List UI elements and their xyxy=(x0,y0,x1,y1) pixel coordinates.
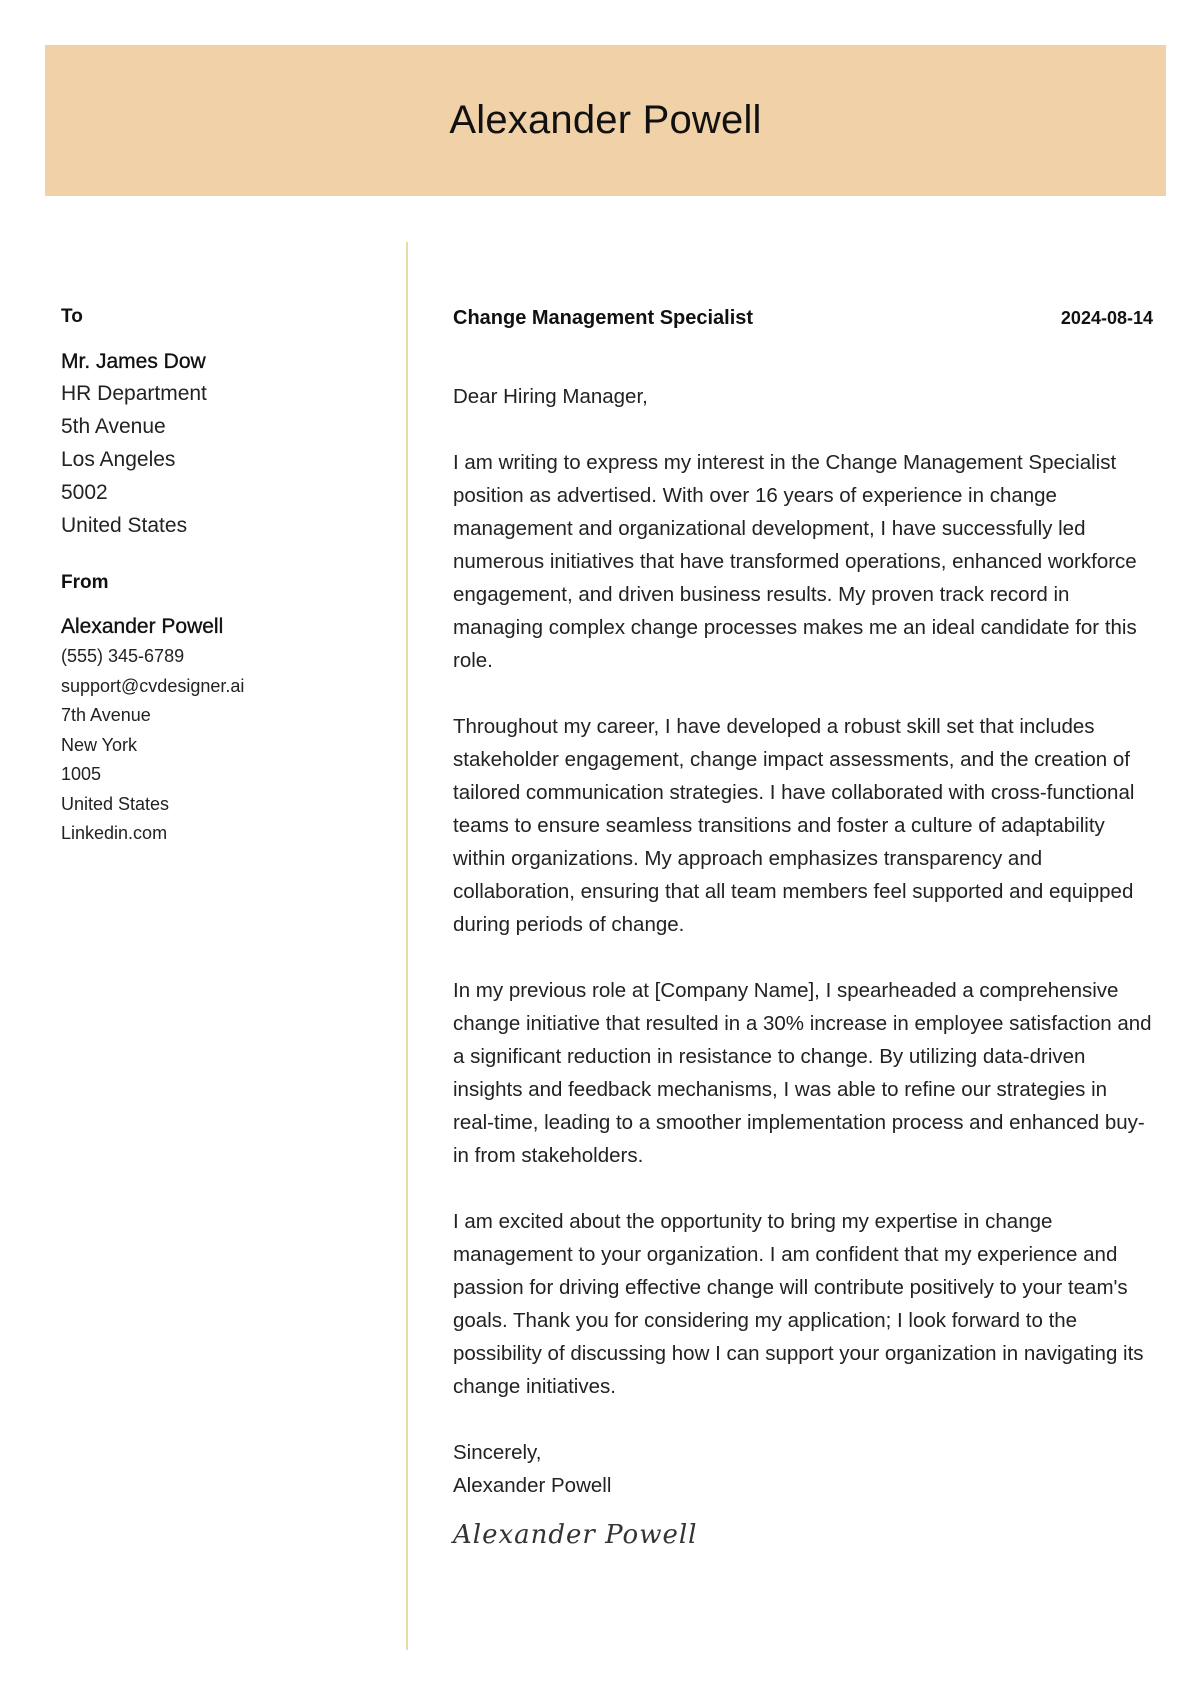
signature: Alexander Powell xyxy=(453,1520,698,1550)
closing: Sincerely, xyxy=(453,1441,542,1464)
job-title: Change Management Specialist xyxy=(453,307,754,329)
sender-street: 7th Avenue xyxy=(61,705,151,725)
sender-postal-code: 1005 xyxy=(61,764,102,784)
body-paragraph-3: In my previous role at [Company Name], I spearheaded a comprehensive change initiative that resulted in a 30% increase in employee satisfaction and a significant reduction in resistance to change. By utilizing data-driven insights and feedback mechanisms, I was able to refine our strategies in real-time, leading to a smoother implementation process and enhanced buy-in from stakeholders. xyxy=(453,979,1152,1167)
recipient-block xyxy=(61,347,381,542)
sender-name: Alexander Powell xyxy=(61,615,224,638)
sender-phone: (555) 345-6789 xyxy=(61,646,185,666)
recipient-department: HR Department xyxy=(61,382,207,405)
sender-block xyxy=(61,612,381,849)
recipient-postal-code: 5002 xyxy=(61,481,108,504)
sender-email: support@cvdesigner.ai xyxy=(61,675,245,696)
recipient-name: Mr. James Dow xyxy=(61,350,206,373)
to-label: To xyxy=(61,306,83,327)
letter-title-row xyxy=(453,303,1153,333)
sender-linkedin: Linkedin.com xyxy=(61,823,168,843)
header-name: Alexander Powell xyxy=(449,98,762,142)
salutation: Dear Hiring Manager, xyxy=(453,385,648,408)
address-column xyxy=(61,303,381,849)
from-label: From xyxy=(61,572,109,593)
body-paragraph-2: Throughout my career, I have developed a robust skill set that includes stakeholder engagement, change impact assessments, and the creation of tailored communication strategies. I have collaborated with cross-functional teams to ensure seamless transitions and foster a culture of adaptability within organizations. My approach emphasizes transparency and collaboration, ensuring that all team members feel supported and equipped during periods of change. xyxy=(453,715,1135,936)
body-paragraph-4: I am excited about the opportunity to bring my expertise in change management to your organization. I am confident that my experience and passion for driving effective change will contribute positively to your team's goals. Thank you for considering my application; I look forward to the possibility of discussing how I can support your organization in navigating its change initiatives. xyxy=(453,1210,1144,1398)
recipient-street: 5th Avenue xyxy=(61,415,166,438)
letter-column xyxy=(453,303,1153,1550)
body-paragraph-1: I am writing to express my interest in the Change Management Specialist position as advertised. With over 16 years of experience in change management and organizational development, I have successfully led numerous initiatives that have transformed operations, enhanced workforce engagement, and driven business results. My proven track record in managing complex change processes makes me an ideal candidate for this role. xyxy=(453,451,1137,672)
header-band xyxy=(45,45,1166,196)
recipient-country: United States xyxy=(61,514,188,537)
recipient-city: Los Angeles xyxy=(61,448,176,471)
sender-country: United States xyxy=(61,793,170,814)
closing-name: Alexander Powell xyxy=(453,1474,612,1497)
letter-date: 2024-08-14 xyxy=(1060,308,1153,328)
sender-city: New York xyxy=(61,734,138,755)
column-divider xyxy=(406,242,408,1650)
